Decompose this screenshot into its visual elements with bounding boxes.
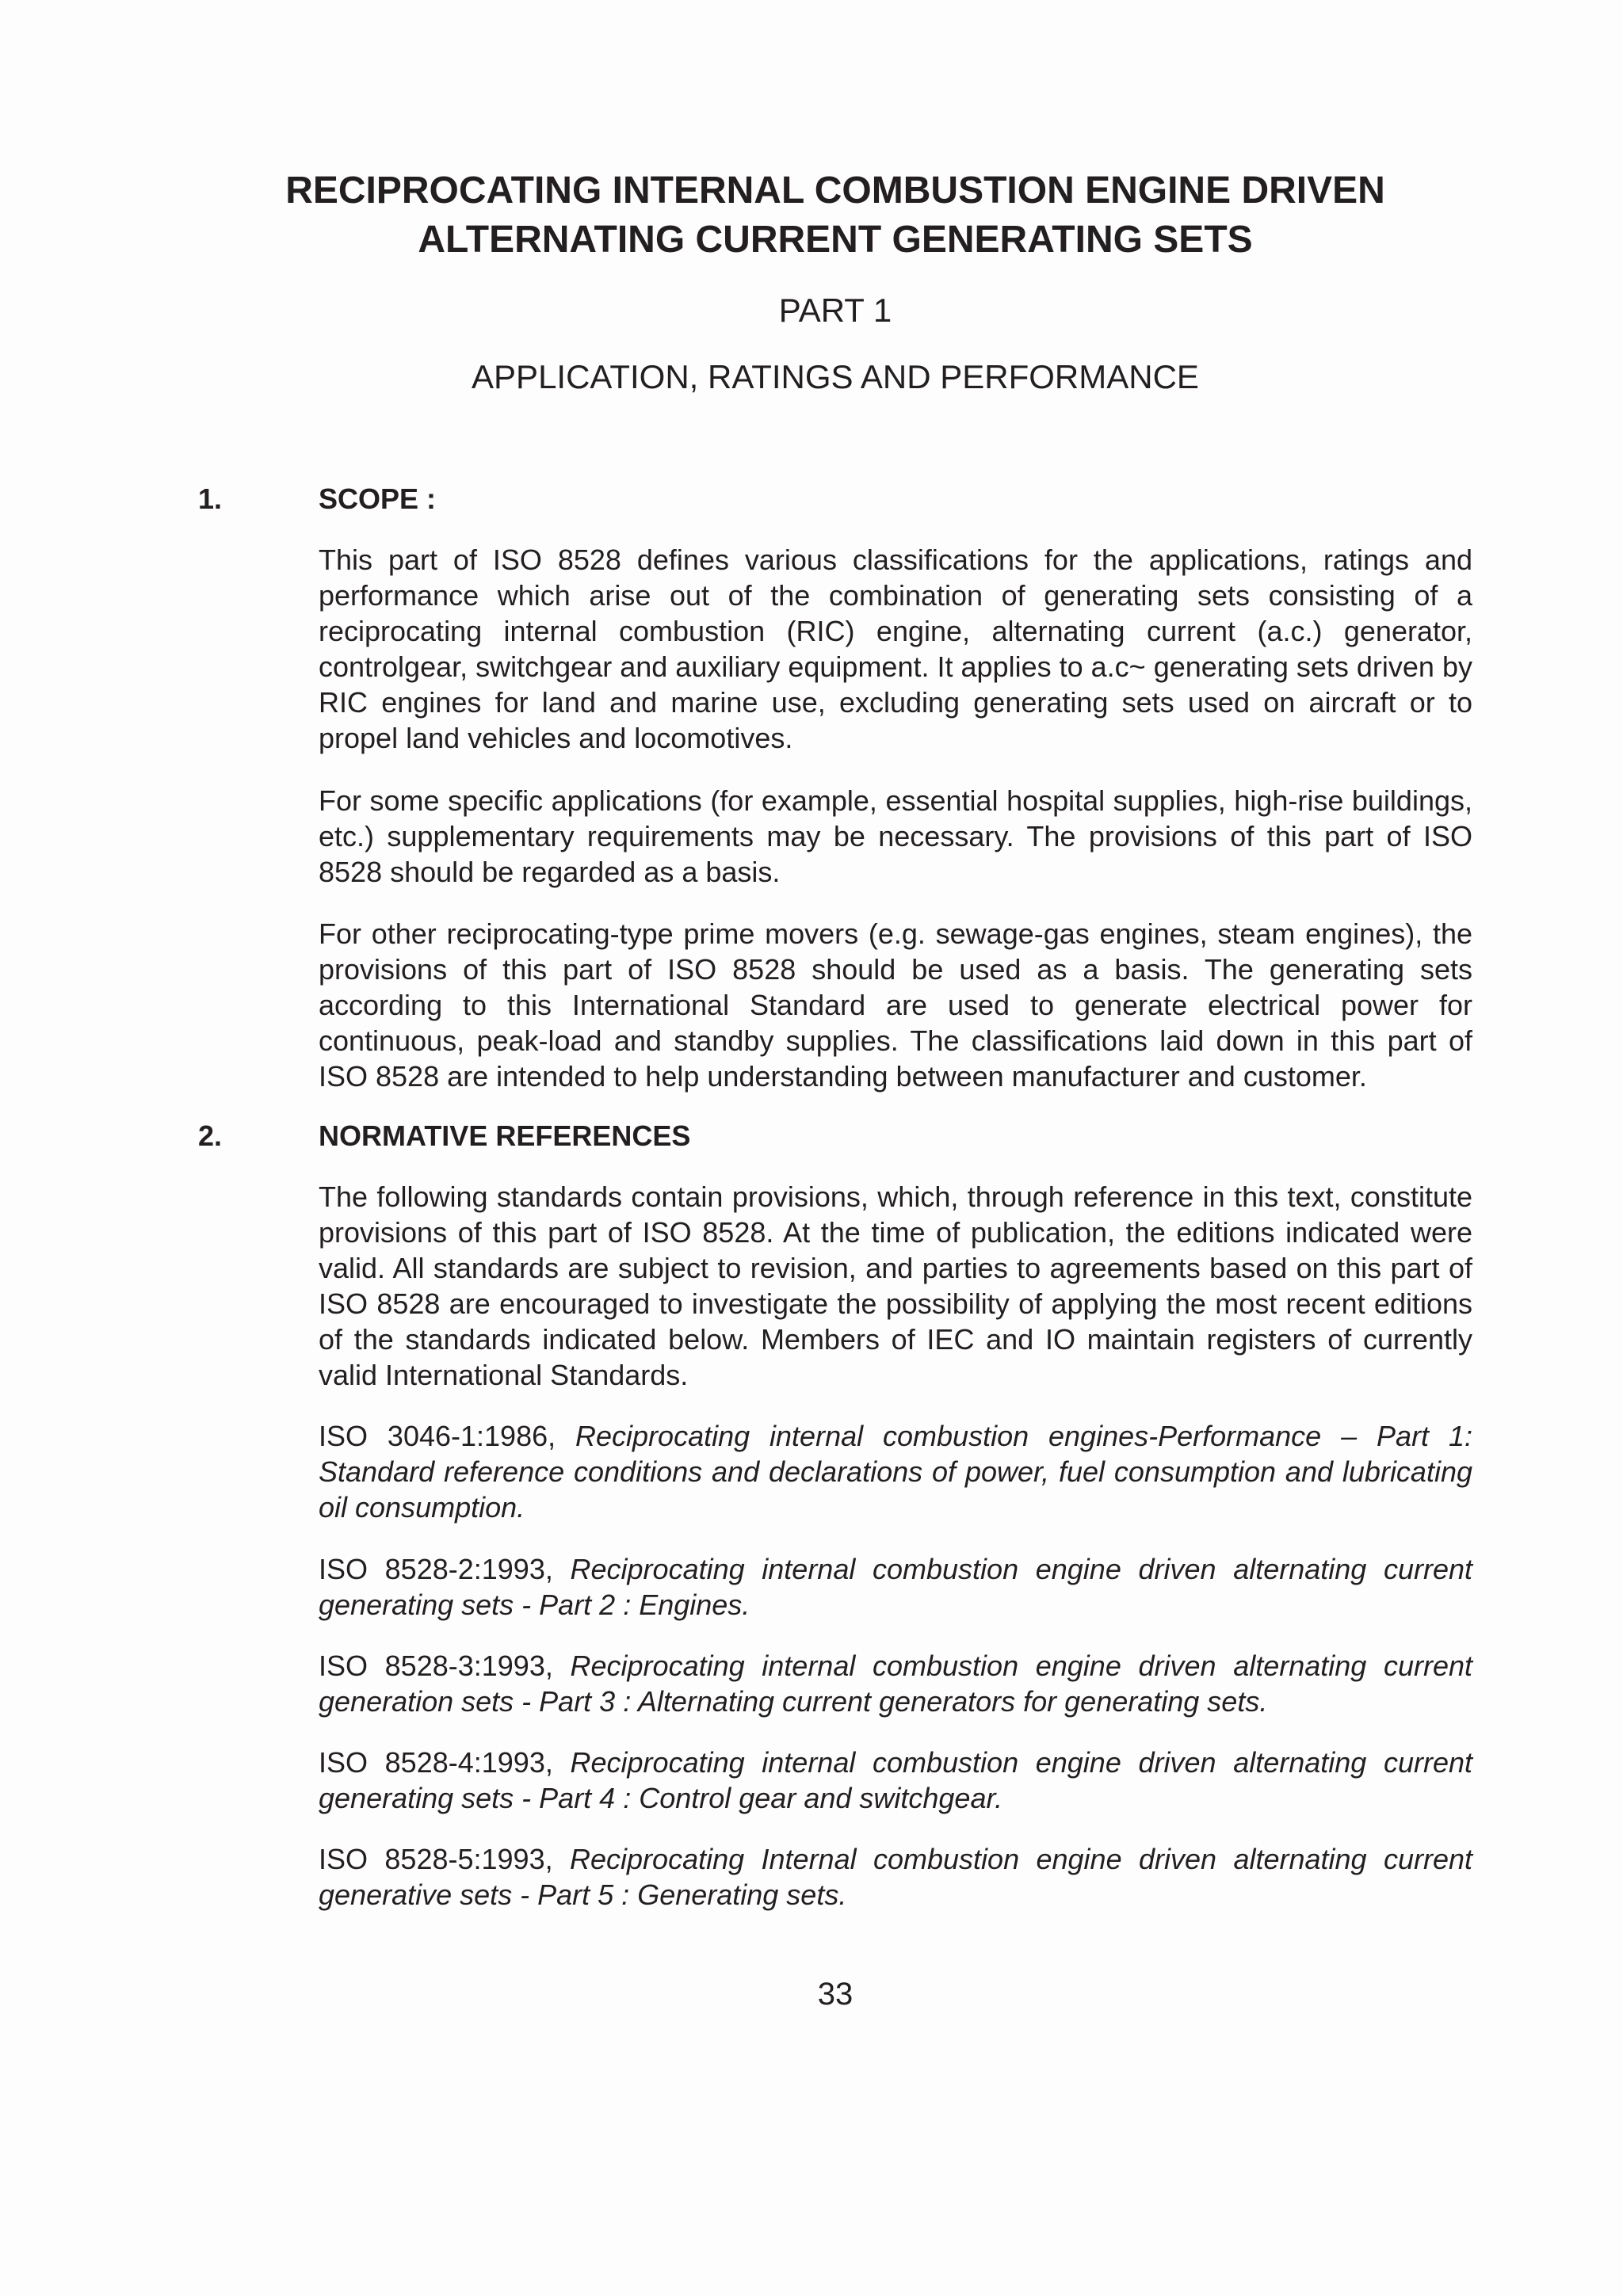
reference-iso-8528-2: [319, 1551, 1472, 1623]
reference-iso-8528-3: [319, 1648, 1472, 1719]
part-label: PART 1: [778, 292, 892, 329]
reference-code: ISO 8528-3:1993,: [319, 1650, 553, 1682]
reference-iso-8528-5: [319, 1841, 1472, 1913]
title-line-1: RECIPROCATING INTERNAL COMBUSTION ENGINE DRIVEN: [285, 170, 1385, 212]
section-1-heading: SCOPE :: [319, 482, 437, 515]
reference-title: Reciprocating Internal combustion engine driven alternating current generative sets - Part 5 : Generating sets.: [319, 1843, 1472, 1911]
reference-title: Reciprocating internal combustion engine driven alternating current generating sets - Part 4 : Control gear and switchgear.: [319, 1746, 1473, 1814]
scope-paragraph-1: This part of ISO 8528 defines various classifications for the applications, ratings and performance which arise out of the combination of generating sets consisting of a reciprocating internal combustion (RIC) engine, alternating current (a.c.) generator, controlgear, switchgear and auxiliary equipment. It applies to a.c~ generating sets driven by RIC engines for land and marine use, excluding generating sets used on aircraft or to propel land vehicles and locomotives.: [319, 543, 1472, 754]
references-intro-paragraph: The following standards contain provisions, which, through reference in this text, constitute provisions of this part of ISO 8528. At the time of publication, the editions indicated were valid. All standards are subject to revision, and parties to agreements based on this part of ISO 8528 are encouraged to investigate the possibility of applying the most recent editions of the standards indicated below. Members of IEC and IO maintain registers of currently valid International Standards.: [319, 1180, 1472, 1391]
reference-title: Reciprocating internal combustion engines-Performance – Part 1: Standard reference conditions and declarations of power, fuel consumption and lubricating oil consumption.: [319, 1420, 1472, 1524]
section-1-number: 1.: [198, 482, 223, 515]
scope-paragraph-3: For other reciprocating-type prime movers (e.g. sewage-gas engines, steam engines), the provisions of this part of ISO 8528 should be used as a basis. The generating sets according to this International Standard are used to generate electrical power for continuous, peak-load and standby supplies. The classifications laid down in this part of ISO 8528 are intended to help understanding between manufacturer and customer.: [319, 917, 1472, 1093]
title-line-2: ALTERNATING CURRENT GENERATING SETS: [418, 219, 1253, 261]
section-2-number: 2.: [198, 1119, 223, 1152]
reference-code: ISO 8528-2:1993,: [319, 1553, 553, 1585]
reference-title: Reciprocating internal combustion engine driven alternating current generation sets - Part 3 : Alternating current generators for generating sets.: [319, 1650, 1473, 1718]
reference-code: ISO 3046-1:1986,: [319, 1420, 556, 1452]
reference-iso-3046-1: [319, 1418, 1472, 1525]
reference-title: Reciprocating internal combustion engine driven alternating current generating sets - Part 2 : Engines.: [319, 1553, 1473, 1621]
document-subtitle: APPLICATION, RATINGS AND PERFORMANCE: [472, 358, 1199, 395]
reference-iso-8528-4: [319, 1745, 1472, 1816]
page-number: 33: [817, 1977, 854, 2012]
scope-paragraph-2: For some specific applications (for example, essential hospital supplies, high-rise buildings, etc.) supplementary requirements may be necessary. The provisions of this part of ISO 8528 should be regarded as a basis.: [319, 784, 1472, 888]
reference-code: ISO 8528-4:1993,: [319, 1746, 553, 1779]
document-title: [158, 166, 1512, 265]
section-2-heading: NORMATIVE REFERENCES: [319, 1119, 691, 1152]
reference-code: ISO 8528-5:1993,: [319, 1843, 553, 1875]
